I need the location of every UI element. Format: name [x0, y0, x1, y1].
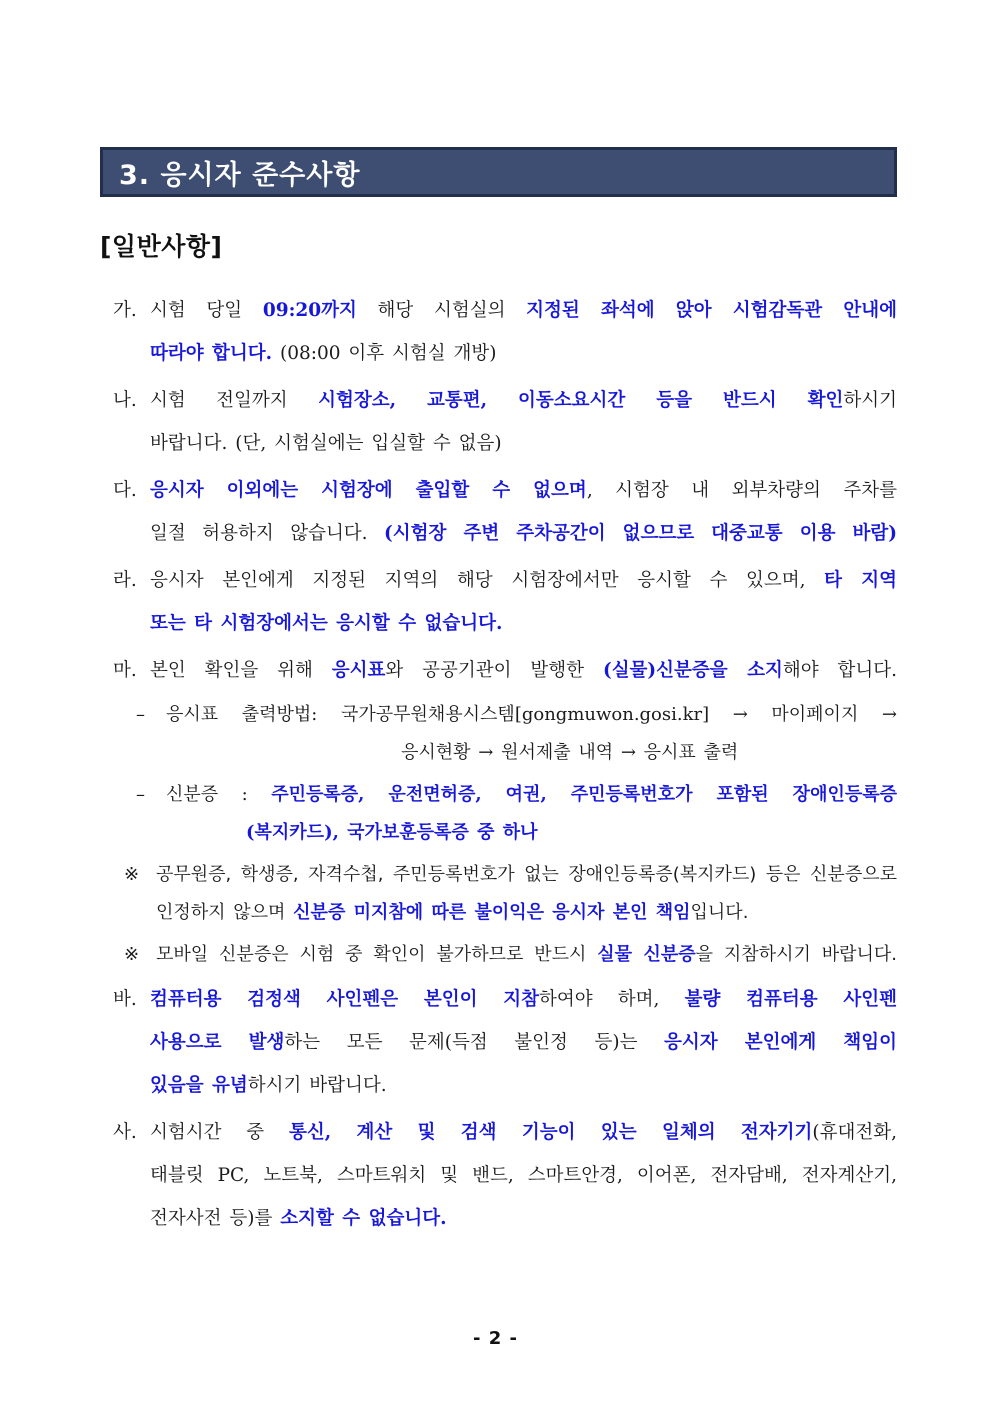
highlight-text: 타 지역 [824, 570, 897, 591]
page-footer [0, 1328, 991, 1349]
body-text: 입니다. [690, 902, 749, 923]
highlight-text: 시험장소, 교통편, 이동소요시간 등을 반드시 확인 [318, 390, 844, 411]
list-item [100, 936, 897, 974]
text-line [150, 422, 897, 465]
highlight-text: (시험장 주변 주차공간이 없으므로 대중교통 이용 바람) [384, 523, 897, 544]
section-banner [100, 147, 897, 197]
item-marker: ※ [124, 944, 140, 965]
list-item [100, 649, 897, 692]
body-text: 태블릿 PC, 노트북, 스마트워치 및 밴드, 스마트안경, 이어폰, 전자담배, 전자계산기, [150, 1165, 897, 1186]
text-line [150, 512, 897, 555]
text-line [150, 1154, 897, 1197]
text-line [150, 1064, 897, 1107]
page-number: - 2 - [473, 1328, 518, 1349]
highlight-text: 있음을 유념 [150, 1075, 248, 1096]
highlight-text: 컴퓨터용 검정색 사인펜은 본인이 지참 [150, 989, 539, 1010]
text-line [113, 559, 897, 602]
body-text: 응시자 본인에게 지정된 지역의 해당 시험장에서만 응시할 수 있으며, [150, 570, 825, 591]
body-text: 바랍니다. (단, 시험실에는 입실할 수 없음) [150, 433, 502, 454]
highlight-text: 소지할 수 없습니다. [280, 1208, 447, 1229]
body-text: (08:00 이후 시험실 개방) [272, 343, 497, 364]
text-line [136, 696, 897, 734]
body-text: 공무원증, 학생증, 자격수첩, 주민등록번호가 없는 장애인등록증(복지카드) 등은 신분증으로 [156, 864, 897, 885]
highlight-text: 응시표 [331, 660, 386, 681]
body-text: 하여야 하며, [538, 989, 685, 1010]
text-line [166, 814, 897, 852]
list-item [100, 856, 897, 932]
text-line [113, 469, 898, 512]
text-line [150, 1197, 897, 1240]
highlight-text: 응시자 본인에게 책임이 [664, 1032, 897, 1053]
body-text: 전자사전 등)를 [150, 1208, 281, 1229]
highlight-text: 주민등록증, 운전면허증, 여권, 주민등록번호가 포함된 장애인등록증 [271, 784, 898, 805]
body-text: 신분증 : [166, 784, 272, 805]
text-line [113, 379, 897, 422]
text-line [150, 1021, 897, 1064]
list-item [100, 469, 897, 555]
list-item [100, 559, 897, 645]
list-item [100, 289, 897, 375]
item-marker: 가. [113, 300, 137, 321]
item-marker: – [136, 704, 145, 725]
item-marker: 라. [113, 570, 137, 591]
body-text: 응시현황 → 원서제출 내역 → 응시표 출력 [401, 742, 739, 763]
list-item [100, 978, 897, 1107]
list-item [100, 1111, 897, 1240]
highlight-text: (실물)신분증을 소지 [602, 660, 783, 681]
text-line [113, 289, 898, 332]
item-marker: – [136, 784, 145, 805]
item-marker: ※ [124, 864, 140, 885]
highlight-text: 09:20까지 [262, 300, 357, 321]
text-line [113, 978, 897, 1021]
body-text: 해당 시험실의 [356, 300, 527, 321]
highlight-text: 응시자 이외에는 시험장에 출입할 수 없으며 [150, 480, 587, 501]
text-line [156, 894, 897, 932]
highlight-text: (복지카드), 국가보훈등록증 중 하나 [246, 822, 538, 843]
list-item [100, 696, 897, 772]
text-line [124, 856, 897, 894]
body-text: 하는 모든 문제(득점 불인정 등)는 [284, 1032, 665, 1053]
subsection-title: [일반사항] [100, 232, 223, 261]
item-marker: 바. [113, 989, 137, 1010]
item-marker: 마. [113, 660, 137, 681]
body-text: 시험 당일 [150, 300, 263, 321]
text-line [113, 1111, 898, 1154]
text-line [136, 776, 898, 814]
body-text: 을 지참하시기 바랍니다. [695, 944, 897, 965]
item-marker: 사. [113, 1122, 137, 1143]
body-text: 응시표 출력방법: 국가공무원채용시스템[gongmuwon.gosi.kr] → 마이페이지 → [166, 704, 897, 725]
section-banner-title: 3. 응시자 준수사항 [119, 159, 361, 191]
text-line [124, 936, 897, 974]
body-text: 해야 합니다. [782, 660, 898, 681]
body-text: 시험 전일까지 [150, 390, 319, 411]
body-text: 본인 확인을 위해 [150, 660, 332, 681]
body-text: , 시험장 내 외부차량의 주차를 [586, 480, 898, 501]
highlight-text: 통신, 계산 및 검색 기능이 있는 일체의 전자기기 [288, 1122, 813, 1143]
list-item [100, 379, 897, 465]
items-list [100, 289, 897, 1240]
text-line [166, 734, 897, 772]
highlight-text: 실물 신분증 [597, 944, 696, 965]
highlight-text: 신분증 미지참에 따른 불이익은 응시자 본인 책임 [293, 902, 691, 923]
highlight-text: 따라야 합니다. [150, 343, 273, 364]
body-text: 시험시간 중 [150, 1122, 289, 1143]
text-line [150, 332, 897, 375]
body-text: 인정하지 않으며 [156, 902, 294, 923]
highlight-text: 사용으로 발생 [150, 1032, 285, 1053]
highlight-text: 불량 컴퓨터용 사인펜 [684, 989, 897, 1010]
body-text: (휴대전화, [812, 1122, 898, 1143]
item-marker: 나. [113, 390, 137, 411]
item-marker: 다. [113, 480, 137, 501]
text-line [113, 649, 898, 692]
body-text: 하시기 바랍니다. [247, 1075, 387, 1096]
list-item [100, 776, 897, 852]
highlight-text: 또는 타 시험장에서는 응시할 수 없습니다. [150, 613, 503, 634]
body-text: 일절 허용하지 않습니다. [150, 523, 385, 544]
body-text: 와 공공기관이 발행한 [385, 660, 603, 681]
body-text: 모바일 신분증은 시험 중 확인이 불가하므로 반드시 [156, 944, 598, 965]
highlight-text: 지정된 좌석에 앉아 시험감독관 안내에 [526, 300, 898, 321]
text-line [150, 602, 897, 645]
body-text: 하시기 [843, 390, 897, 411]
